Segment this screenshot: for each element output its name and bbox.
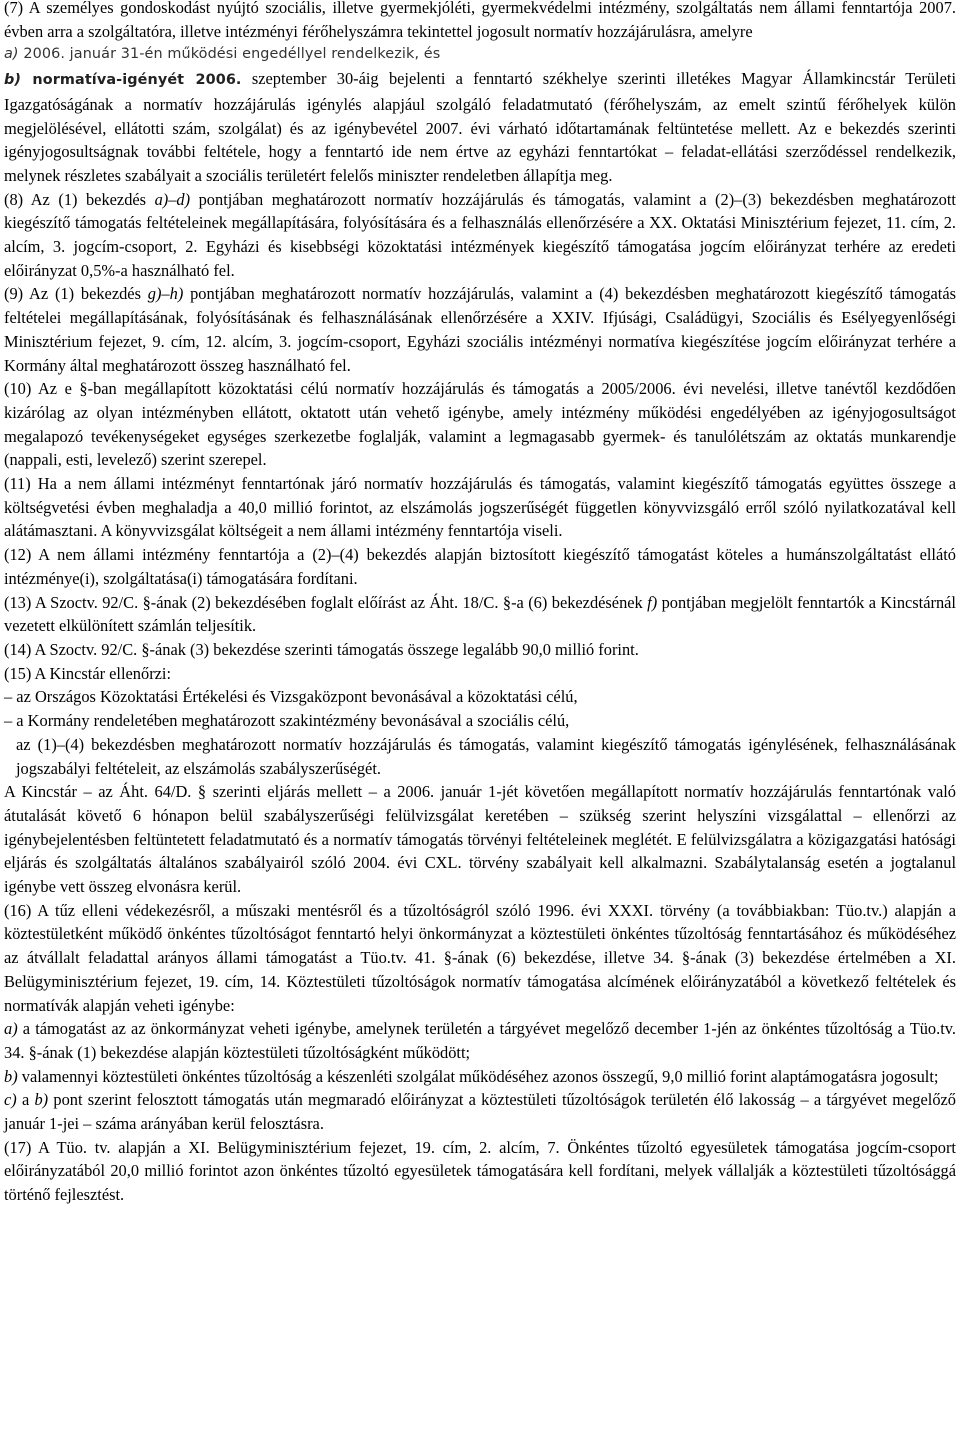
- paragraph-9: [4, 282, 956, 377]
- paragraph-7b-tail: Az e bekezdés szerinti igényjogosultságnak további feltétele, hogy a fenntartó ide nem értve az egyházi fenntartókat – feladat-ellátási szerződéssel rendelkezik, melynek részletes szabályait a szociális területért felelős miniszter rendeletben állapítja meg.: [4, 118, 957, 185]
- paragraph-15-dash-3: az (1)–(4) bekezdésben meghatározott normatív hozzájárulás és támogatás, valamint kiegészítő támogatás igénylésének, felhasználásának jogszabályi feltételeit, az elszámolás szabályszerűségét.: [16, 734, 956, 778]
- paragraph-13-ref: f): [647, 592, 658, 612]
- paragraph-15-dash-1: – az Országos Közoktatási Értékelési és Vizsgaközpont bevonásával a közoktatási célú,: [4, 687, 578, 707]
- paragraph-16a: [4, 1017, 956, 1064]
- paragraph-7b: [4, 67, 956, 188]
- paragraph-8: [4, 188, 956, 283]
- paragraph-16b: [4, 1065, 956, 1089]
- paragraph-14: (14) A Szoctv. 92/C. §-ának (3) bekezdése szerinti támogatás összege legalább 90,0 millió forint.: [4, 639, 639, 659]
- item-letter-16c: c): [4, 1090, 17, 1110]
- paragraph-7b-bold: normatíva-igényét 2006.: [21, 72, 242, 89]
- paragraph-16b-text: valamennyi köztestületi önkéntes tűzoltóság a készenléti szolgálat működéséhez azonos összegű, 9,0 millió forint alaptámogatásra jogosult;: [17, 1066, 939, 1086]
- paragraph-13: [4, 591, 956, 638]
- paragraph-16: (16) A tűz elleni védekezésről, a műszaki mentésről és a tűzoltóságról szóló 1996. évi XXXI. törvény (a továbbiakban: Tüo.tv.) alapján a köztestületként működő önkéntes tűzoltóságot fenntartó helyi önkormányzat a köztestületi önkéntes tűzoltóság fenntartásához és működéséhez az átvállalt feladattal arányos állami támogatást a Tüo.tv. 41. §-ának (6) bekezdése, illetve 34. §-ának (3) bekezdése értelmében a XI. Belügyminisztérium fejezet, 19. cím, 14. Köztestületi tűzoltóságok normatív támogatása alcímének előirányzatából a következő feltételek és normatívák alapján veheti igénybe:: [4, 900, 956, 1015]
- paragraph-8-b: pontjában meghatározott normatív hozzájárulás és támogatás, valamint a (2)–(3) bekezdésben meghatározott kiegészítő támogatás feltételeinek megállapítására, folyósítására és a felhasználás ellenőrzésére a XX. Oktatási Minisztérium fejezet, 11. cím, 2. alcím, 3. jogcím-csoport, 2. Egyházi és kisebbségi közoktatási intézmények kiegészítő támogatása jogcím előirányzat terhére az eredeti előirányzat 0,5%-a használható fel.: [4, 189, 956, 280]
- paragraph-15-tail: A Kincstár – az Áht. 64/D. § szerinti eljárás mellett – a 2006. január 1-jét követően megállapított normatív hozzájárulás fenntartónak való átutalását követő 6 hónapon belül szabályszerűségi felülvizsgálat keretében – szükség szerint helyszíni vizsgálattal – ellenőrzi az igénybejelentésben feltüntetett feladatmutató és a normatív támogatás törvényi feltételeinek meglétét. E felülvizsgálatra a közigazgatási hatósági eljárás és szolgáltatás általános szabályairól szóló 2004. évi CXL. törvény szabályait kell alkalmazni. Szabálytalanság esetén a jogtalanul igénybe vett összeg elvonásra kerül.: [4, 782, 956, 897]
- paragraph-16a-text: a támogatást az az önkormányzat veheti igénybe, amelynek területén a tárgyévet megelőző december 1-jén az önkéntes tűzoltóság a Tüo.tv. 34. §-ának (1) bekezdése alapján köztestületi tűzoltóságként működött;: [4, 1019, 956, 1062]
- paragraph-9-ref: g)–h): [147, 284, 184, 304]
- paragraph-13-b: pontjában megjelölt fenntartók a Kincstárnál vezetett elkülönített számlán teljesítik.: [4, 592, 956, 636]
- paragraph-8-ref: a)–d): [154, 189, 191, 209]
- paragraph-11: (11) Ha a nem állami intézményt fenntartónak járó normatív hozzájárulás és támogatás, valamint kiegészítő támogatás együttes összege a költségvetési évben meghaladja a 40,0 millió forintot, az elszámolás jogszerűségét független könyvvizsgáló erről szóló nyilatkozatával kell alátámasztani. A könyvvizsgálat költségeit a nem állami intézmény fenntartója viseli.: [4, 474, 956, 541]
- paragraph-13-a: (13) A Szoctv. 92/C. §-ának (2) bekezdésében foglalt előírást az Áht. 18/C. §-a (6) bekezdésének: [4, 592, 648, 612]
- paragraph-16c: [4, 1088, 956, 1135]
- paragraph-15: (15) A Kincstár ellenőrzi:: [4, 663, 172, 683]
- paragraph-17: (17) A Tüo. tv. alapján a XI. Belügyminisztérium fejezet, 19. cím, 2. alcím, 7. Önkéntes tűzoltó egyesületek támogatása jogcím-csoport előirányzatából 20,0 millió forintot azon önkéntes tűzoltó egyesületek támogatására kell fordítani, melyek vállalják a köztestületi tűzoltósággá történő fejlesztést.: [4, 1137, 956, 1205]
- paragraph-9-b: pontjában meghatározott normatív hozzájárulás, valamint a (4) bekezdésben meghatározott kiegészítő támogatás feltételei megállapításának, folyósításának és felhasználásának ellenőrzésére a XXIV. Ifjúsági, Családügyi, Szociális és Esélyegyenlőségi Minisztérium fejezet, 9. cím, 12. alcím, 3. jogcím-csoport, Egyházi szociális intézményi normatíva kiegészítése jogcím előirányzat terhére a Kormány által meghatározott összeg használható fel.: [4, 284, 956, 375]
- paragraph-7-intro: (7) A személyes gondoskodást nyújtó szociális, illetve gyermekjóléti, gyermekvédelmi intézmény, szolgáltatás nem állami fenntartója 2007. évben arra a szolgáltatóra, illetve intézményi férőhelyszámra tekintettel jogosult normatív hozzájárulásra, amelyre: [4, 0, 956, 41]
- paragraph-15-dash-2: – a Kormány rendeletében meghatározott szakintézmény bevonásával a szociális célú,: [4, 711, 570, 731]
- paragraph-7a-text: 2006. január 31-én működési engedéllyel rendelkezik, és: [18, 46, 441, 63]
- paragraph-16c-mid: a: [16, 1090, 35, 1110]
- paragraph-9-a: (9) Az (1) bekezdés: [4, 284, 148, 304]
- item-letter-16b: b): [4, 1066, 18, 1086]
- paragraph-8-a: (8) Az (1) bekezdés: [4, 189, 155, 209]
- paragraph-7a: [4, 43, 956, 67]
- item-letter-b: b): [4, 72, 22, 89]
- paragraph-12: (12) A nem állami intézmény fenntartója a (2)–(4) bekezdés alapján biztosított kiegészítő támogatást köteles a humánszolgáltatást ellátó intézménye(i), szolgáltatása(i) támogatására fordítani.: [4, 545, 956, 588]
- paragraph-10: (10) Az e §-ban megállapított közoktatási célú normatív hozzájárulás és támogatás a 2005/2006. évi nevelési, illetve tanévtől kezdődően kizárólag az olyan intézményben ellátott, oktatott után vehető igénybe, amely intézmény működési engedélyében az igényjogosultságot megalapozó tevékenységeket egységes szerkezetbe foglalják, valamint a legmagasabb gyermek- és tanulólétszám az oktatás munkarendje (nappali, esti, levelező) szerint szerepel.: [4, 379, 956, 470]
- item-letter-a: a): [4, 46, 19, 63]
- paragraph-7b-text: szeptember 30-áig bejelenti a fenntartó székhelye szerinti illetékes Magyar Államkincstár Területi Igazgatóságának a normatív hozzájárulás igénylés alapjául szolgáló feladatmutató (férőhelyszám, az emelt szintű férőhelyek külön megjelölésével, ellátotti szám, szolgálat) és az igénybevétel 2007. évi várható időtartamának feltüntetése mellett.: [4, 69, 956, 138]
- item-letter-16c-ref: b): [34, 1090, 49, 1110]
- item-letter-16a: a): [4, 1019, 18, 1039]
- paragraph-16c-text: pont szerint felosztott támogatás után megmaradó előirányzat a köztestületi tűzoltóságok területén élő lakosság – a tárgyévet megelőző január 1-jei – száma arányában kerül felosztásra.: [4, 1090, 956, 1134]
